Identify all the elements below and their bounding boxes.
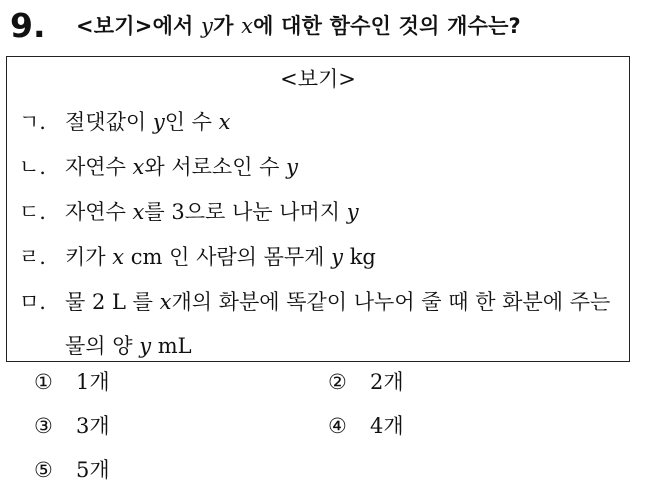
question-text-part: 에 대한 함수인 것의 개수는?: [253, 14, 521, 38]
condition-marker: ㅁ.: [19, 290, 46, 314]
condition-variable: x: [132, 200, 145, 224]
choice-label: 1개: [76, 370, 110, 394]
condition-text-part: 개의 화분에 똑같이 나누어 줄 때 한 화분에 주는 물의 양: [65, 290, 611, 358]
condition-variable: y: [346, 200, 359, 224]
condition-variable: y: [331, 245, 344, 269]
choice-marker: ③: [34, 414, 53, 438]
condition-marker: ㄴ.: [19, 155, 46, 179]
question-text-part: 가: [213, 14, 242, 38]
condition-text-part: 인 수: [164, 110, 219, 134]
condition-marker: ㄷ.: [19, 200, 46, 224]
condition-variable: y: [286, 155, 299, 179]
condition-text: [65, 197, 359, 227]
condition-variable: y: [139, 334, 152, 358]
question-number: 9.: [10, 6, 46, 45]
condition-variable: x: [159, 290, 172, 314]
choice-label: 3개: [76, 414, 110, 438]
question-text-part: <보기>에서: [76, 14, 202, 38]
variable-y: y: [201, 14, 214, 38]
condition-text: [65, 242, 376, 272]
condition-variable: x: [218, 110, 231, 134]
condition-text-part: 자연수: [65, 155, 133, 179]
condition-text: [65, 280, 613, 368]
question-header: [10, 4, 655, 48]
condition-text-part: kg: [343, 245, 376, 269]
condition-variable: y: [152, 110, 165, 134]
choice-4[interactable]: [328, 411, 404, 441]
condition-marker: ㄹ.: [19, 245, 46, 269]
condition-variable: x: [132, 155, 145, 179]
choice-5[interactable]: [34, 455, 110, 485]
condition-variable: x: [112, 245, 125, 269]
condition-text: [65, 107, 230, 137]
choice-label: 5개: [76, 458, 110, 482]
choice-marker: ①: [34, 370, 53, 394]
condition-text-part: 절댓값이: [65, 110, 153, 134]
bogi-box: [6, 56, 630, 362]
question-text: [76, 4, 521, 48]
condition-text-part: 물 2 L 를: [65, 290, 160, 314]
condition-marker: ㄱ.: [19, 110, 46, 134]
choice-marker: ②: [328, 370, 347, 394]
choice-label: 4개: [370, 414, 404, 438]
condition-text-part: 와 서로소인 수: [144, 155, 287, 179]
condition-text-part: 자연수: [65, 200, 133, 224]
choice-1[interactable]: [34, 367, 110, 397]
choice-2[interactable]: [328, 367, 404, 397]
choice-3[interactable]: [34, 411, 110, 441]
condition-text-part: cm 인 사람의 몸무게: [124, 245, 332, 269]
choice-marker: ④: [328, 414, 347, 438]
condition-text-part: 키가: [65, 245, 113, 269]
condition-text: [65, 152, 298, 182]
condition-text-part: mL: [151, 334, 192, 358]
variable-x: x: [241, 14, 254, 38]
condition-text-part: 를 3으로 나눈 나머지: [144, 200, 347, 224]
choice-label: 2개: [370, 370, 404, 394]
bogi-title: <보기>: [280, 67, 356, 91]
choice-marker: ⑤: [34, 458, 53, 482]
